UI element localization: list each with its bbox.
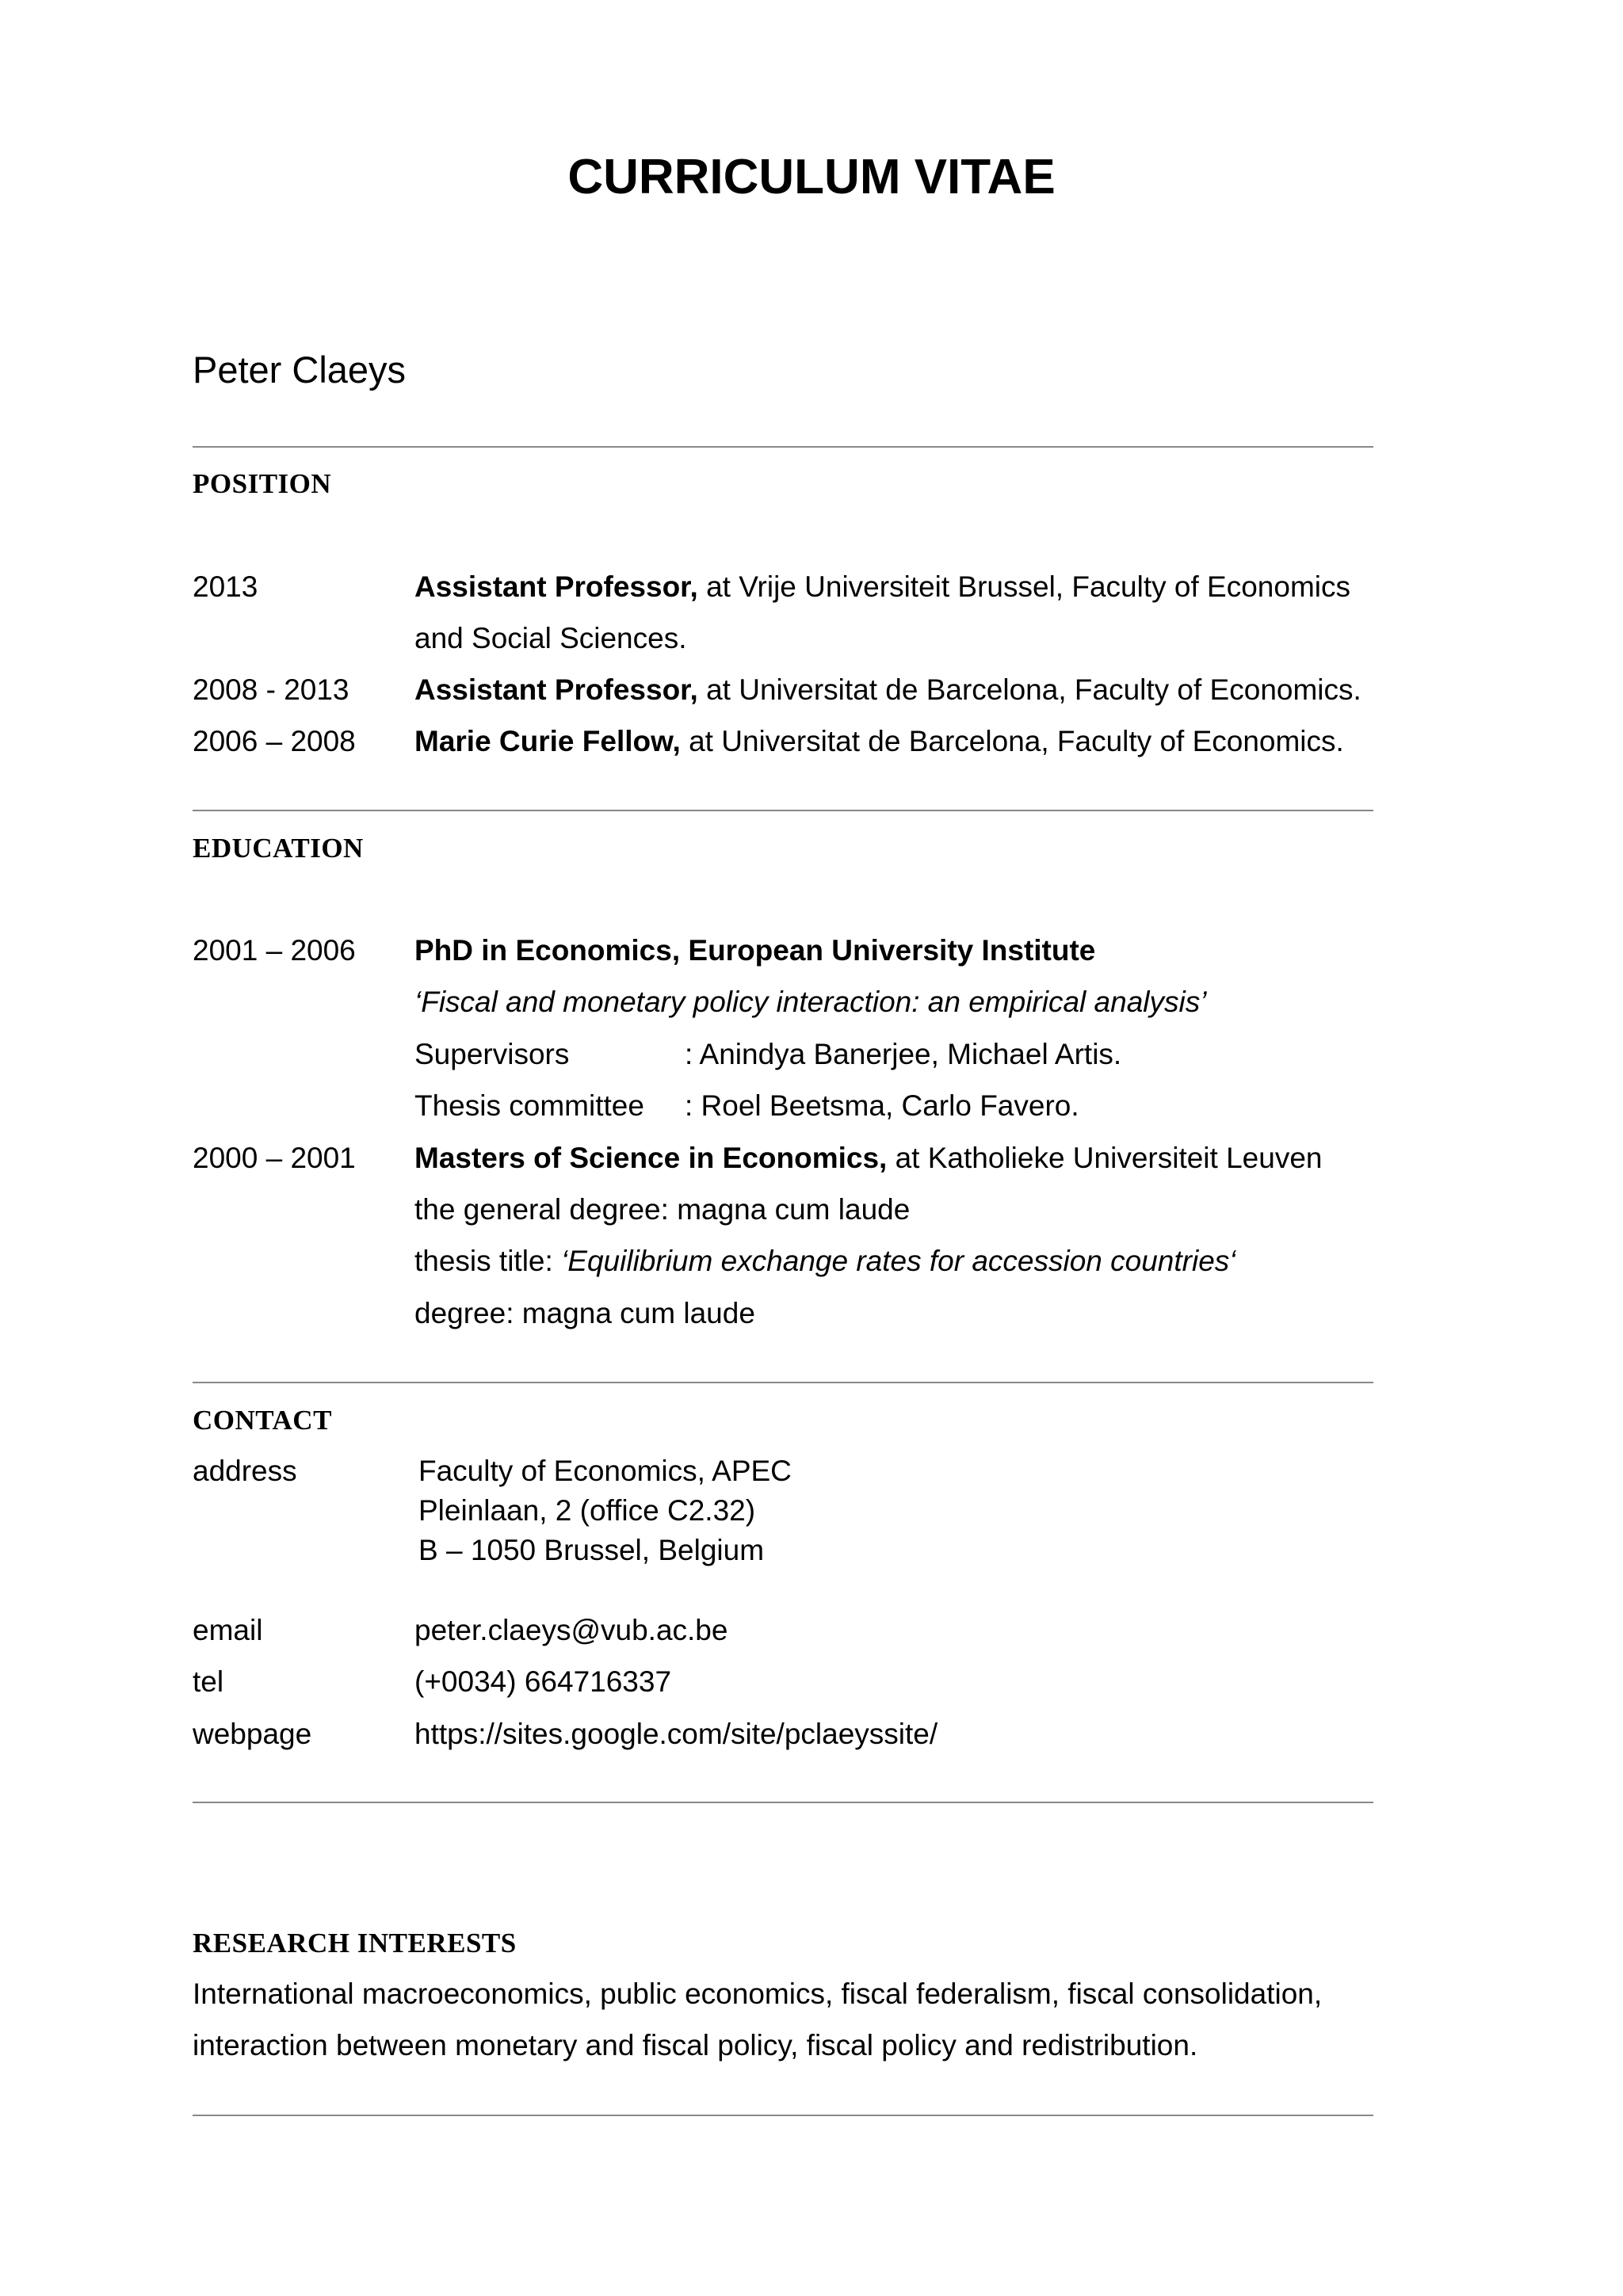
position-text: at Universitat de Barcelona, Faculty of Economics. — [697, 673, 1361, 706]
section-heading-research: RESEARCH INTERESTS — [193, 1928, 517, 1958]
phd-thesis-title: ‘Fiscal and monetary policy interaction: an empirical analysis’ — [414, 986, 1207, 1018]
committee-value: : Roel Beetsma, Carlo Favero. — [685, 1089, 1079, 1122]
msc-thesis-title: ‘Equilibrium exchange rates for accession countries‘ — [561, 1245, 1236, 1277]
position-role: Marie Curie Fellow, — [414, 725, 681, 757]
supervisors-value: : Anindya Banerjee, Michael Artis. — [685, 1038, 1122, 1070]
msc-degree: Masters of Science in Economics, — [414, 1142, 888, 1174]
education-years: 2001 – 2006 — [193, 934, 356, 967]
msc-degree-result: degree: magna cum laude — [414, 1297, 755, 1329]
position-text: at Vrije Universiteit Brussel, Faculty of Economics — [697, 570, 1350, 603]
tel-value: (+0034) 664716337 — [414, 1665, 672, 1698]
position-role: Assistant Professor, — [414, 570, 698, 603]
webpage-link[interactable]: https://sites.google.com/site/pclaeyssite/ — [414, 1718, 938, 1750]
section-heading-position: POSITION — [193, 468, 332, 499]
address-line: Pleinlaan, 2 (office C2.32) — [418, 1494, 756, 1527]
position-entry — [414, 673, 1361, 707]
page-title: CURRICULUM VITAE — [567, 150, 1056, 204]
section-heading-contact: CONTACT — [193, 1405, 332, 1436]
divider — [193, 2115, 1373, 2116]
position-text: at Universitat de Barcelona, Faculty of Economics. — [680, 725, 1344, 757]
position-entry — [414, 724, 1344, 759]
position-years: 2006 – 2008 — [193, 725, 356, 757]
position-years: 2008 - 2013 — [193, 673, 349, 706]
education-years: 2000 – 2001 — [193, 1142, 356, 1174]
email-label: email — [193, 1614, 263, 1646]
address-line: Faculty of Economics, APEC — [418, 1455, 792, 1487]
position-role: Assistant Professor, — [414, 673, 698, 706]
research-text: interaction between monetary and fiscal policy, fiscal policy and redistribution. — [193, 2029, 1198, 2061]
msc-thesis — [414, 1244, 1236, 1279]
research-text: International macroeconomics, public economics, fiscal federalism, fiscal consolidation, — [193, 1978, 1323, 2010]
person-name: Peter Claeys — [193, 349, 407, 391]
divider — [193, 810, 1373, 811]
address-line: B – 1050 Brussel, Belgium — [418, 1534, 765, 1566]
divider — [193, 1802, 1373, 1803]
webpage-label: webpage — [193, 1718, 312, 1750]
msc-general-degree: the general degree: magna cum laude — [414, 1193, 911, 1226]
committee-label: Thesis committee — [414, 1089, 644, 1122]
msc-entry — [414, 1141, 1322, 1176]
position-years: 2013 — [193, 570, 258, 603]
msc-institution: at Katholieke Universiteit Leuven — [887, 1142, 1323, 1174]
position-entry — [414, 570, 1350, 605]
phd-degree: PhD in Economics, European University Institute — [414, 934, 1096, 967]
supervisors-label: Supervisors — [414, 1038, 570, 1070]
email-link[interactable]: peter.claeys@vub.ac.be — [414, 1614, 728, 1646]
address-label: address — [193, 1455, 297, 1487]
position-text-cont: and Social Sciences. — [414, 622, 687, 654]
section-heading-education: EDUCATION — [193, 833, 364, 864]
msc-thesis-label: thesis title: — [414, 1245, 562, 1277]
divider — [193, 1382, 1373, 1383]
tel-label: tel — [193, 1665, 224, 1698]
divider — [193, 446, 1373, 448]
